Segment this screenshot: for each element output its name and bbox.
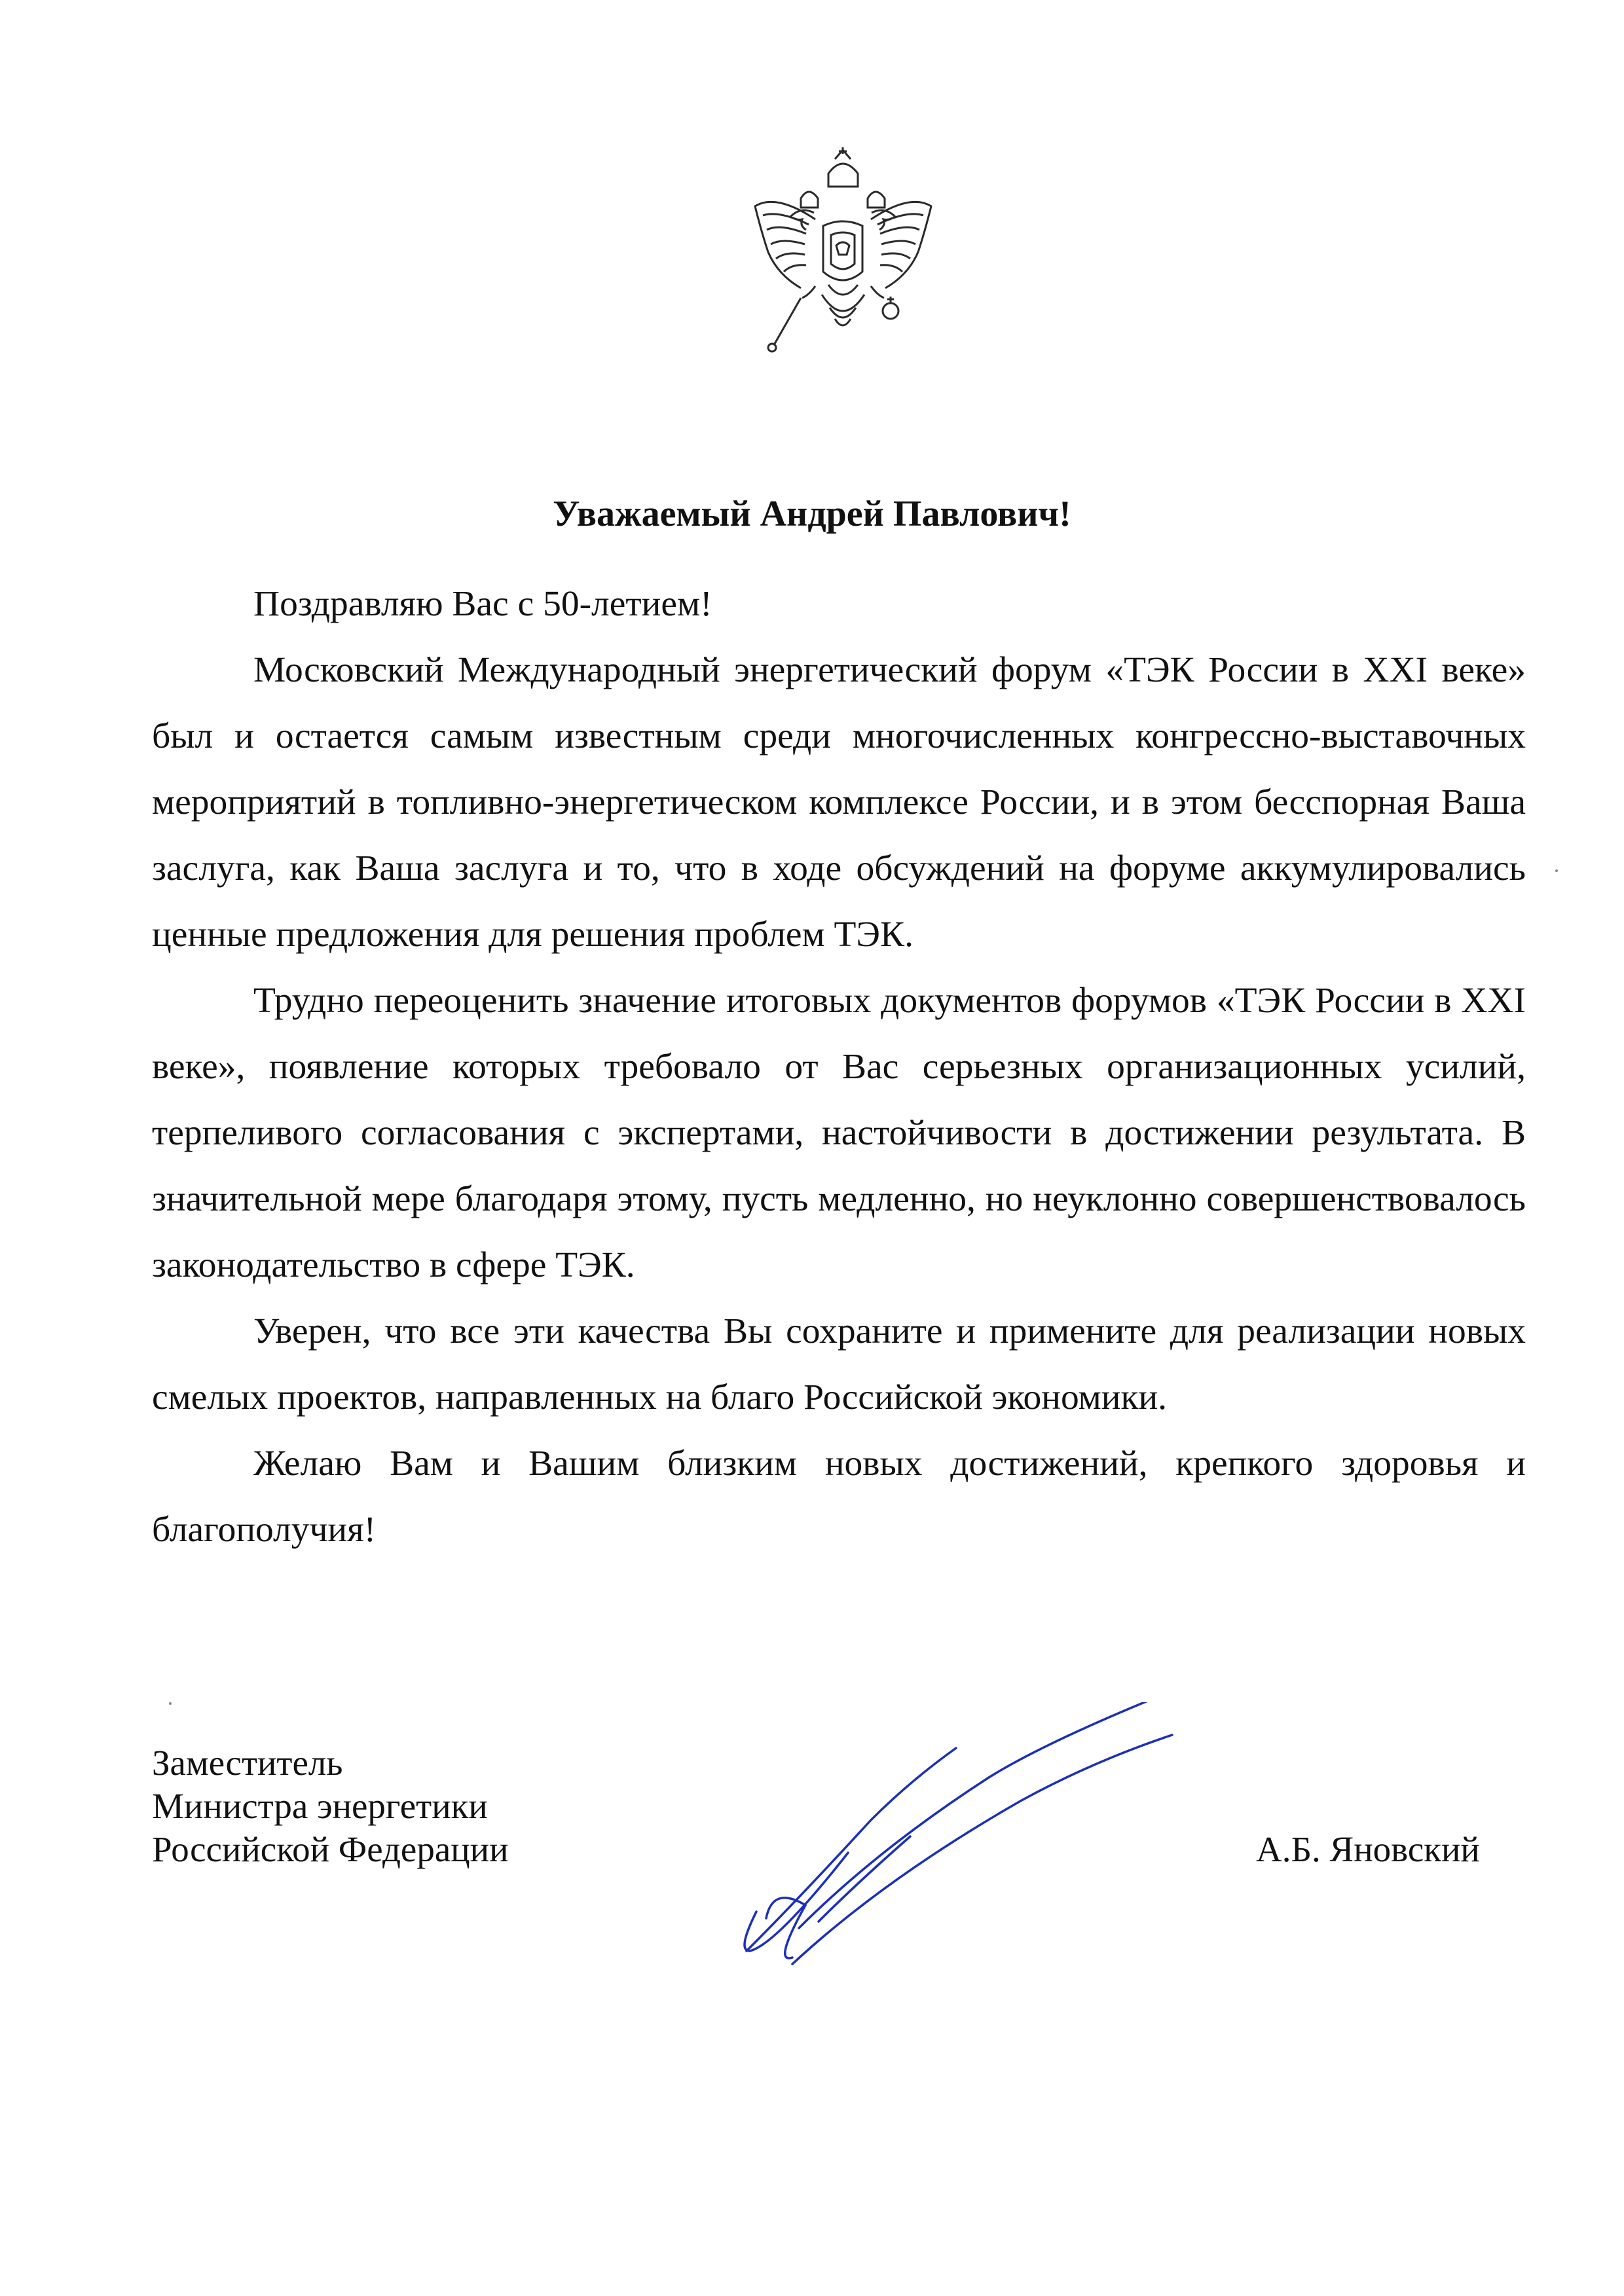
position-line: Министра энергетики: [152, 1786, 488, 1826]
handwritten-signature-icon: [720, 1702, 1179, 1990]
russian-coat-of-arms-icon: [743, 147, 943, 373]
paragraph-qualities: Уверен, что все эти качества Вы сохраните и примените для реализации новых смелых проектов, направленных на благо Российской экономики.: [152, 1311, 1526, 1417]
letter-body: [152, 571, 1526, 1563]
scan-speck: [1555, 869, 1558, 872]
paragraph-congratulation: Поздравляю Вас с 50-летием!: [253, 584, 712, 624]
signatory-position: [152, 1741, 509, 1871]
paragraph-forum: Московский Международный энергетический форум «ТЭК России в XXI веке» был и остается самым известным среди многочисленных конгрессно-выставочных мероприятий в топливно-энергетическом комплексе России, и в этом бесспорная Ваша заслуга, как Ваша заслуга и то, что в ходе обсуждений на форуме аккумулировались ценные предложения для решения проблем ТЭК.: [152, 650, 1526, 955]
position-line: Заместитель: [152, 1743, 343, 1783]
scan-speck: [169, 1702, 172, 1705]
position-line: Российской Федерации: [152, 1829, 509, 1869]
paragraph-documents: Трудно переоценить значение итоговых документов форумов «ТЭК России в XXI веке», появление которых требовало от Вас серьезных организационных усилий, терпеливого согласования с экспертами, настойчивости в достижении результата. В значительной мере благодаря этому, пусть медленно, но неуклонно совершенствовалось законодательство в сфере ТЭК.: [152, 981, 1526, 1285]
paragraph-wishes: Желаю Вам и Вашим близким новых достижений, крепкого здоровья и благополучия!: [152, 1444, 1526, 1550]
signatory-name: А.Б. Яновский: [1256, 1829, 1480, 1869]
salutation-heading: Уважаемый Андрей Павлович!: [553, 494, 1071, 534]
